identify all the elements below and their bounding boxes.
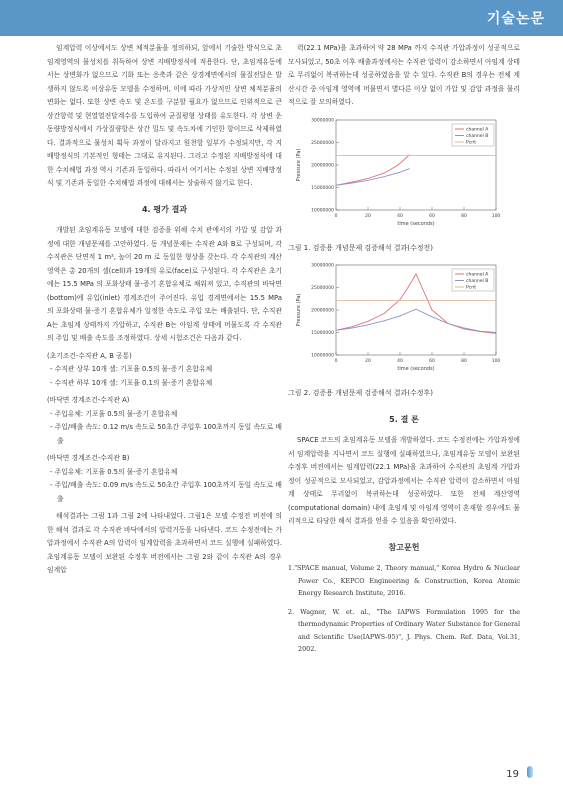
bc-b-conditions (47, 452, 282, 506)
x-tick-label: 80 (461, 213, 467, 219)
paragraph: 해석결과는 그림 1과 그림 2에 나타내었다. 그림1은 모델 수정전 버전에 의한 해석 결과로 각 수직관 바닥에서의 압력거동을 나타낸다. 코드 수정전에는 가압과정에서 수직관 A의 압력이 임계압력을 초과하면서 코드 실행에 실패하였다. 초임계유동 모델이 보완된 수정후 버전에서는 그림 2와 같이 수직관 A의 경우 임계압 (47, 512, 282, 574)
condition-item: - 주입유체: 기포율 0.5의 물-증기 혼합유체 (50, 409, 178, 418)
page-number: 19 (506, 769, 519, 780)
figure-1-chart (288, 110, 520, 242)
x-tick-label: 20 (365, 213, 371, 219)
x-tick-label: 0 (334, 213, 338, 219)
condition-title: (바닥면 경계조건-수직관 A) (47, 396, 130, 404)
x-tick-label: 20 (365, 359, 371, 364)
section-heading: 4. 평가 결과 (141, 204, 188, 214)
paragraph: SPACE 코드의 초임계유동 모델을 개발하였다. 코드 수정전에는 가압과정에서 임계압력을 지나면서 코드 실행에 실패하였으나, 초임계유동 모델이 보완된 수정후 버전에서는 임계압력(22.1 MPa)을 초과하여 수직관의 초임계 가압과정이 성공적으로 모사되었고, 감압과정에서는 수직관 압력이 감소하면서 아임계 상태로 무리없이 복귀하는데 성공하였다. 또한 전체 계산영역(computational domain) 내에 초임계 및 아임계 영역이 혼재할 경우에도 물리적으로 타당한 해석 결과를 얻을 수 있음을 확인하였다. (288, 436, 520, 525)
paragraph: 력(22.1 MPa)을 초과하여 약 28 MPa 까지 수직관 가압과정이 성공적으로 모사되었고, 50초 이후 배출과정에서는 수직관 압력이 감소하면서 아임계 상태로 무리없이 복귀하는데 성공하였음을 알 수 있다. 수직관 B의 경우는 전체 계산시간 중 아임계 영역에 머물면서 별다른 이상 없이 가압 및 감압 과정을 물리적으로 잘 모의하였다. (288, 44, 520, 106)
left-column (47, 42, 282, 578)
legend-label: Pcrit (466, 140, 477, 146)
figure-2-chart (288, 255, 520, 387)
y-tick-label: 30000000 (311, 118, 334, 123)
y-tick-label: 10000000 (311, 353, 334, 359)
legend-label: channel A (466, 272, 489, 278)
page-marker-icon (527, 766, 533, 778)
section-title: 기술논문 (486, 11, 545, 27)
figure-1-caption: 그림 1. 검증용 개념문제 검증해석 결과(수정전) (288, 243, 433, 252)
condition-title: (초기조건-수직관 A, B 공통) (47, 351, 132, 360)
y-axis-label: Pressure (Pa) (296, 148, 302, 181)
right-column (288, 42, 520, 662)
paragraph: 개발된 초임계유동 모델에 대한 검증을 위해 수치 관에서의 가압 및 감압 과정에 대한 개념문제를 고안하였다. 동 개념문제는 수직관 A와 B로 구성되며, 각 수직관은 단면적 1 m², 높이 20 m 로 동일한 형상을 갖는다. 각 수직관의 계산영역은 총 20개의 셀(cell)과 19개의 유로(face)로 구성된다. 각 수직관은 초기에는 15.5 MPa 의 포화상태 물-증기 혼합유체로 채워져 있고, 수직관의 바닥면(bottom)에 유입(inlet) 경계조건이 주어진다. 유입 경계면에서는 15.5 MPa 의 포화상태 물-증기 혼합유체가 일정한 속도로 주입 또는 배출된다. 단, 수직관 A는 초임계 상태까지 가압하고, 수직관 B는 아임계 상태에 머물도록 각 수직관의 주입 및 배출 속도를 조정하였다. 상세 시험조건은 다음과 같다. (47, 226, 282, 342)
x-tick-label: 60 (429, 213, 435, 219)
y-tick-label: 20000000 (311, 163, 334, 168)
condition-title: (바닥면 경계조건-수직관 B) (47, 454, 130, 462)
reference-item: 1."SPACE manual, Volume 2, Theory manual," Korea Hydro & Nuclear Power Co., KEPCO Engineering & Construction, Korea Atomic Energy Research Institute, 2016. (288, 564, 520, 597)
x-axis-label: time (seconds) (397, 366, 435, 372)
y-tick-label: 25000000 (311, 286, 334, 291)
x-tick-label: 100 (491, 359, 501, 364)
x-axis-label: time (seconds) (397, 220, 435, 227)
legend-label: channel B (466, 279, 489, 285)
x-tick-label: 0 (334, 359, 338, 364)
y-tick-label: 30000000 (311, 263, 334, 269)
legend-label: channel A (466, 127, 489, 133)
y-tick-label: 15000000 (311, 331, 334, 336)
legend-label: Pcrit (466, 285, 477, 291)
reference-item: 2. Wagner, W. et. al., "The IAPWS Formulation 1995 for the thermodynamic Properties of Ordinary Water Substance for General and Scientific Use(IAPWS-95)", J. Phys. Chem. Ref. Data, Vol.31, 2002. (288, 607, 520, 653)
x-tick-label: 40 (397, 359, 403, 364)
x-tick-label: 100 (491, 213, 501, 219)
condition-item: - 수직관 상부 10개 셀: 기포율 0.5의 물-증기 혼합유체 (50, 365, 213, 373)
y-axis-label: Pressure (Pa) (296, 293, 302, 327)
x-tick-label: 60 (429, 359, 435, 364)
references-heading: 참고문헌 (388, 542, 420, 552)
header-bar (0, 0, 563, 36)
condition-item: - 주입유체: 기포율 0.5의 물-증기 혼합유체 (50, 467, 178, 476)
init-conditions (47, 350, 282, 391)
y-tick-label: 20000000 (311, 308, 334, 314)
condition-item: - 주입/배출 속도: 0.12 m/s 속도로 50초간 주입후 100초까지 동일 속도로 배출 (50, 423, 282, 445)
figure-2-caption: 그림 2. 검증용 개념문제 검증해석 결과(수정후) (288, 389, 433, 397)
y-tick-label: 15000000 (311, 185, 334, 191)
y-tick-label: 10000000 (311, 208, 334, 213)
y-tick-label: 25000000 (311, 140, 334, 146)
bc-a-conditions (47, 394, 282, 448)
paragraph: 임계압력 이상에서도 상변 체적분율을 정의하되, 앞에서 기술한 방식으로 초임계영역의 물성치를 취득하여 상변 지배방정식에 적용한다. 단, 초임계유동에서는 상변화가 없으므로 기화 또는 응축과 같은 상경계면에서의 물질전달은 발생하지 않도록 이상유동 모델을 수정하며, 이에 따라 가상적인 상변 체적분율의 변화는 없다. 또한 상변 속도 및 온도를 구분할 필요가 없으므로 인위적으로 큰 상간항력 및 현열열전달계수를 도입하여 균질평형 상태를 유도한다. 각 상변 운동량방정식에서 가상질량항은 상간 밀도 및 속도차에 기인한 항이므로 삭제하였다. 결과적으로 물성치 획득 과정이 달라지고 원천항 일부가 수정되지만, 각 지배방정식의 기본적인 형태는 그대로 유지된다. 그리고 수정된 지배방정식에 대한 수치해법 과정 역시 기존과 동일하다. 따라서 여기서는 수정된 상변 지배방정식 및 기존과 동일한 수치해법 과정에 대해서는 상술하지 않기로 한다. (47, 44, 282, 187)
section-heading: 5. 결 론 (389, 414, 419, 424)
x-tick-label: 80 (461, 359, 467, 364)
x-tick-label: 40 (397, 213, 403, 219)
condition-item: - 수직관 하부 10개 셀: 기포율 0.1의 물-증기 혼합유체 (50, 378, 213, 387)
references-list (288, 562, 520, 656)
legend-label: channel B (466, 133, 489, 139)
condition-item: - 주입/배출 속도: 0.09 m/s 속도로 50초간 주입후 100초까지 동일 속도로 배출 (50, 481, 282, 503)
